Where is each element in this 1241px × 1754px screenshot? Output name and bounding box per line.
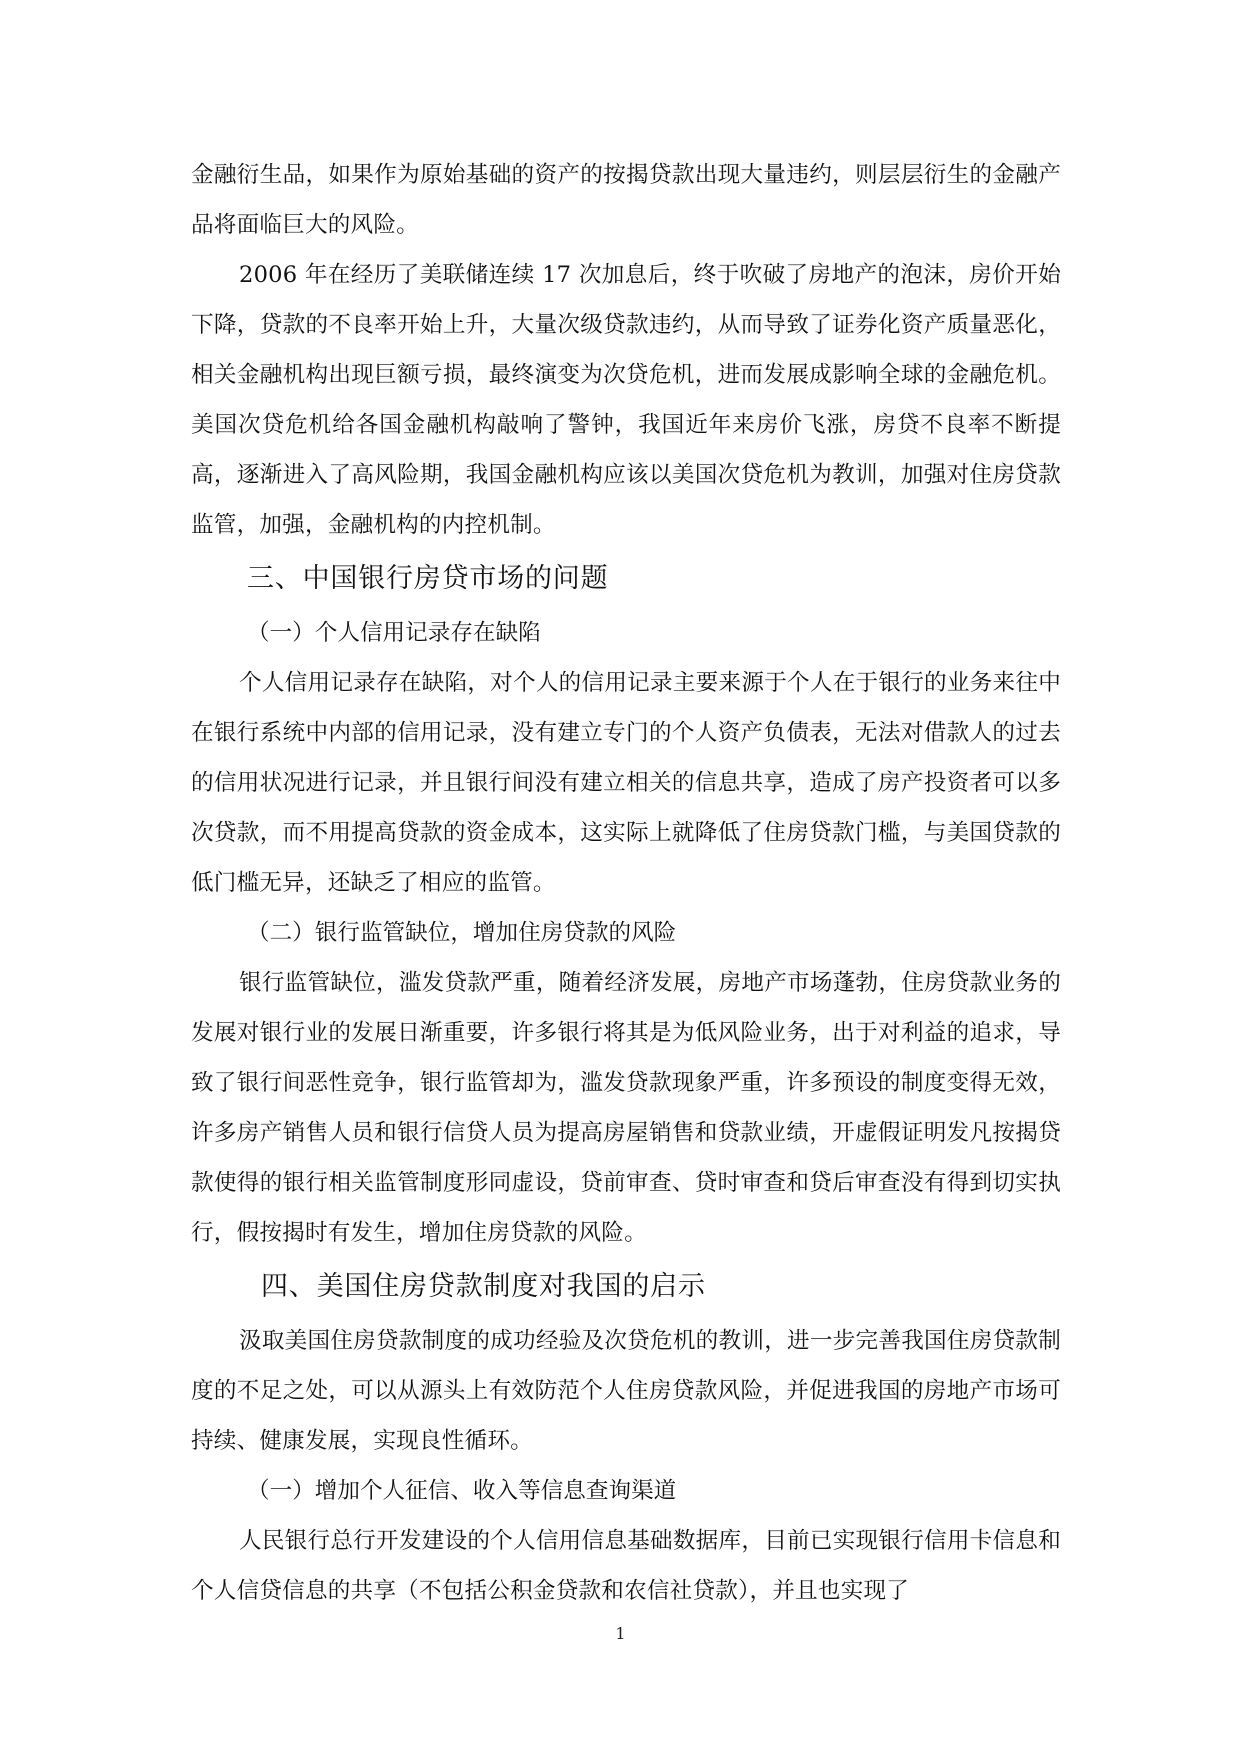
paragraph: 人民银行总行开发建设的个人信用信息基础数据库，目前已实现银行信用卡信息和个人信贷信息的共享（不包括公积金贷款和农信社贷款），并且也实现了 <box>191 1528 1061 1604</box>
section-heading: 三、中国银行房贷市场的问题 <box>247 563 609 594</box>
subsection-heading: （二）银行监管缺位，增加住房贷款的风险 <box>247 920 677 946</box>
paragraph: 银行监管缺位，滥发贷款严重，随着经济发展，房地产市场蓬勃，住房贷款业务的发展对银行业的发展日渐重要，许多银行将其是为低风险业务，出于对利益的追求，导致了银行间恶性竞争，银行监管却为，滥发贷款现象严重，许多预设的制度变得无效，许多房产销售人员和银行信贷人员为提高房屋销售和贷款业绩，开虚假证明发凡按揭贷款使得的银行相关监管制度形同虚设，贷前审查、贷时审查和贷后审查没有得到切实执行，假按揭时有发生，增加住房贷款的风险。 <box>191 970 1061 1246</box>
subsection-heading: （一）个人信用记录存在缺陷 <box>247 620 541 646</box>
section-heading: 四、美国住房贷款制度对我国的启示 <box>261 1271 706 1302</box>
subsection-heading: （一）增加个人征信、收入等信息查询渠道 <box>247 1478 677 1504</box>
paragraph: 汲取美国住房贷款制度的成功经验及次贷危机的教训，进一步完善我国住房贷款制度的不足之处，可以从源头上有效防范个人住房贷款风险，并促进我国的房地产市场可持续、健康发展，实现良性循环。 <box>191 1328 1061 1454</box>
document-body <box>191 150 1061 1616</box>
paragraph: 2006 年在经历了美联储连续 17 次加息后，终于吹破了房地产的泡沫，房价开始下降，贷款的不良率开始上升，大量次级贷款违约，从而导致了证券化资产质量恶化，相关金融机构出现巨额亏损，最终演变为次贷危机，进而发展成影响全球的金融危机。美国次贷危机给各国金融机构敲响了警钟，我国近年来房价飞涨，房贷不良率不断提高，逐渐进入了高风险期，我国金融机构应该以美国次贷危机为教训，加强对住房贷款监管，加强，金融机构的内控机制。 <box>191 262 1061 538</box>
page-number: 1 <box>615 1624 626 1643</box>
paragraph: 个人信用记录存在缺陷，对个人的信用记录主要来源于个人在于银行的业务来往中在银行系统中内部的信用记录，没有建立专门的个人资产负债表，无法对借款人的过去的信用状况进行记录，并且银行间没有建立相关的信息共享，造成了房产投资者可以多次贷款，而不用提高贷款的资金成本，这实际上就降低了住房贷款门槛，与美国贷款的低门槛无异，还缺乏了相应的监管。 <box>191 670 1061 896</box>
paragraph-continued: 金融衍生品，如果作为原始基础的资产的按揭贷款出现大量违约，则层层衍生的金融产品将面临巨大的风险。 <box>191 162 1061 238</box>
